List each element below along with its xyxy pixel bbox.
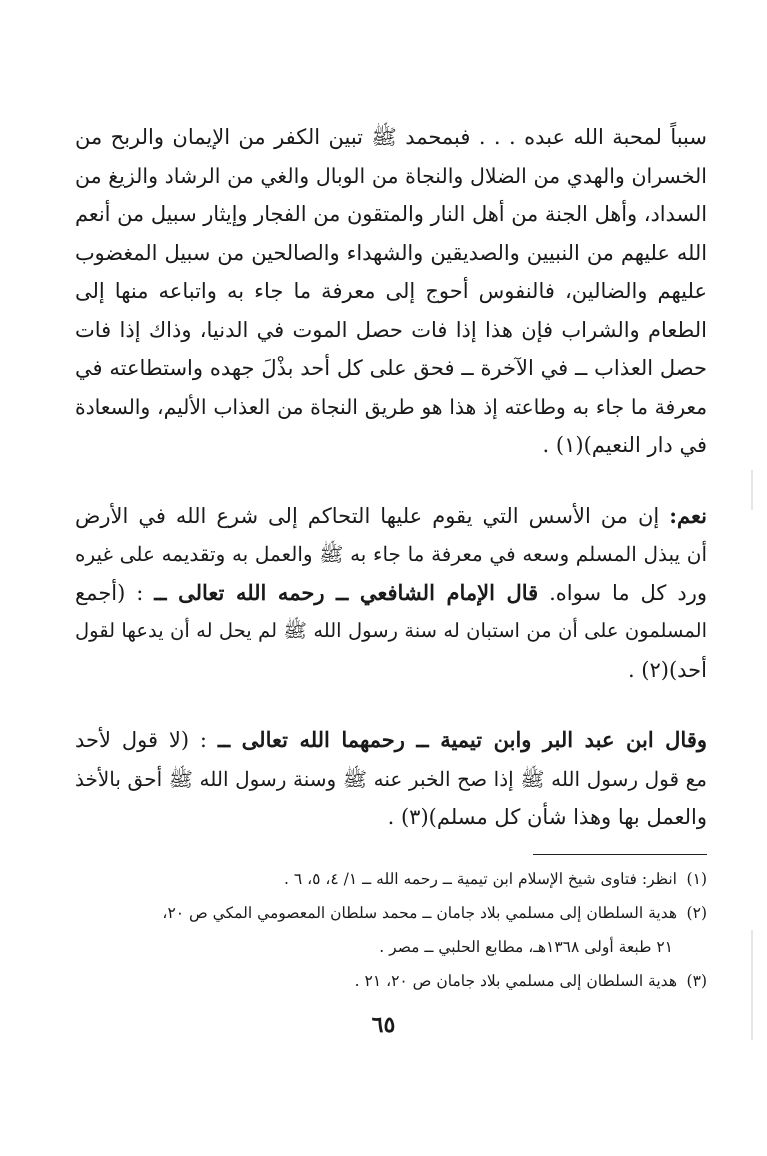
footnote-divider [533, 854, 707, 855]
text-line: في دار النعيم)(١) . [542, 433, 707, 457]
paragraph-gap [75, 689, 707, 721]
text-line: معرفة ما جاء به وطاعته إذ هذا هو طريق النجاة من العذاب الأليم، والسعادة [75, 394, 707, 419]
text-span: إن من الأسس التي يقوم عليها التحاكم إلى شرع الله في الأرض [75, 503, 670, 528]
text-line: مع قول رسول الله ﷺ إذا صح الخبر عنه ﷺ وسنة رسول الله ﷺ أحق بالأخذ [75, 766, 707, 791]
text-line [75, 574, 707, 613]
footnote-text: هدية السلطان إلى مسلمي بلاد جامان ص ٢٠، ٢١ . [354, 972, 677, 990]
footnote-number: (٢) [686, 904, 707, 922]
footnote-1 [75, 862, 707, 896]
footnote-number: (٣) [686, 972, 707, 990]
page-number: ٦٥ [371, 1012, 396, 1038]
main-text [75, 118, 707, 837]
quote-attribution: وقال ابن عبد البر وابن تيمية ــ رحمهما الله تعالى ــ [217, 727, 707, 752]
text-line: الطعام والشراب فإن هذا إذا فات حصل الموت في الدنيا، وذاك إذا فات [75, 317, 707, 342]
footnote-2 [75, 896, 707, 930]
text-line [75, 497, 707, 536]
text-span: ورد كل ما سواه. [538, 580, 707, 605]
text-line: عليهم والضالين، فالنفوس أحوج إلى معرفة ما جاء به واتباعه منها إلى [75, 279, 707, 303]
text-line: أن يبذل المسلم وسعه في معرفة ما جاء به ﷺ والعمل به وتقديمه على غيره [75, 542, 707, 566]
paragraph-gap [75, 465, 707, 497]
text-line: والعمل بها وهذا شأن كل مسلم)(٣) . [387, 805, 707, 829]
text-line: الخسران والهدي من الضلال والنجاة من الوبال والغي من الرشاد والزيغ من [75, 163, 707, 188]
text-line [75, 721, 707, 760]
text-line: المسلمون على أن من استبان له سنة رسول الله ﷺ لم يحل له أن يدعها لقول [75, 619, 707, 642]
quote-attribution: قال الإمام الشافعي ــ رحمه الله تعالى ــ [154, 579, 539, 605]
page-edge-mark [751, 470, 753, 510]
footnote-2-continuation: ٢١ طبعة أولى ١٣٦٨هـ، مطابع الحلبي ــ مصر . [379, 938, 673, 956]
text-line: السداد، وأهل الجنة من أهل النار والمتقون من الفجار وإيثار سبيل من أنعم [75, 202, 707, 226]
footnote-text: انظر: فتاوى شيخ الإسلام ابن تيمية ــ رحمه الله ــ ١/ ٤، ٥، ٦ . [284, 870, 677, 888]
text-line: الله عليهم من النبيين والصديقين والشهداء والصالحين من سبيل المغضوب [75, 240, 707, 265]
lead-word: نعم: [669, 502, 707, 528]
footnote-text: هدية السلطان إلى مسلمي بلاد جامان ــ محمد سلطان المعصومي المكي ص ٢٠، [162, 904, 677, 922]
text-span: : (أجمع [75, 580, 155, 605]
text-line: سبباً لمحبة الله عبده . . . فبمحمد ﷺ تبين الكفر من الإيمان والربح من [75, 125, 707, 149]
footnote-number: (١) [686, 870, 707, 888]
text-span: : (لا قول لأحد [75, 728, 218, 752]
footnote-3 [75, 964, 707, 998]
text-line: أحد)(٢) . [627, 657, 707, 682]
text-line: حصل العذاب ــ في الآخرة ــ فحق على كل أحد بذْلَ جهده واستطاعته في [75, 356, 707, 380]
page-edge-mark [751, 930, 753, 1040]
